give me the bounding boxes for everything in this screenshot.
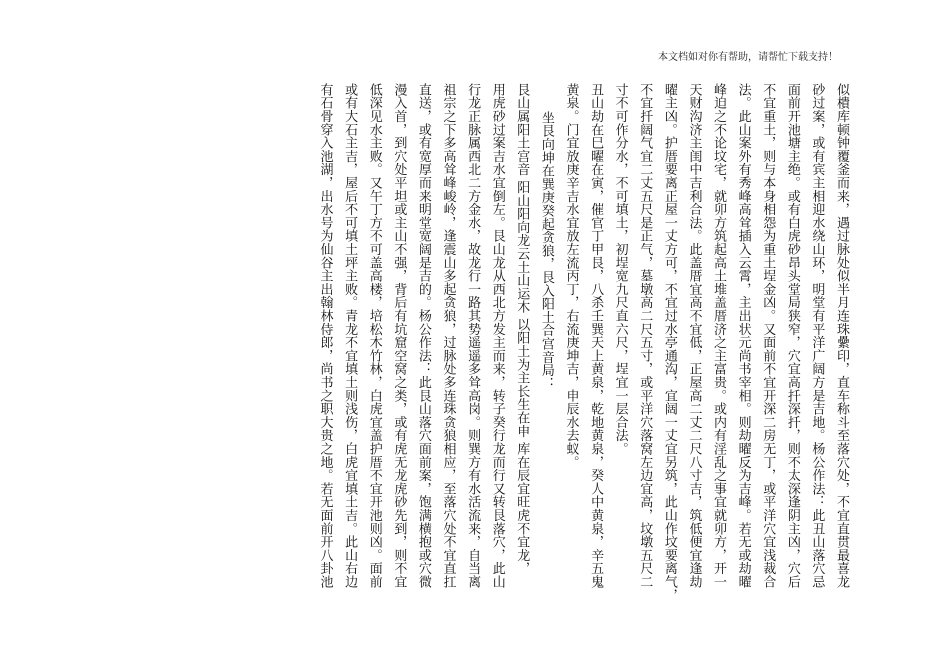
text-column: 面前开池塘主绝。或有白虎砂昂头堂局狭窄，穴宜高扦深扦，则不太深逢阴主凶，穴后 xyxy=(784,83,800,589)
text-column: 不宜扦阔气宜二丈五尺是正气，墓墩高二尺五寸，或平洋穴落窝左边宜高，坟墩五尺二 xyxy=(637,83,653,589)
text-column: 丑山劫在巳曜在寅，催官丁甲艮，八杀壬巽天上黄泉，乾地黄泉，癸人中黄泉，辛五鬼 xyxy=(588,83,604,589)
download-notice: 本文档如对你有帮助，请帮忙下载支持！ xyxy=(658,52,838,63)
text-column: 行龙正脉属西北二方金水，故龙行一路其势遥遥多耸高岗。则巽方有水活流来，自当离 xyxy=(465,83,481,589)
text-column: 寸不可作分水，不可填土，初埕宽九尺直六尺，埕宜一层合法。 xyxy=(612,83,628,456)
text-column: 法。此山案外有秀峰高耸插入云霄，主出状元尚书宰相。则劫曜反为吉峰。若无或劫曜 xyxy=(735,83,751,589)
text-column: 曜主凶。护厝要离正屋一丈方可，不宜过水亭通沟，宜阔一丈宜另筑，此山作坟要离气， xyxy=(661,83,677,602)
vertical-document-text xyxy=(93,83,853,643)
text-column: 砂过案，或有宾主相迎水绕山环，明堂有平洋广阔方是吉地。杨公作法：此丑山落穴忌 xyxy=(809,83,825,589)
text-column: 天财沟济主闺中吉利合法。此盖厝宜高不宜低，正屋高二丈二尺八寸吉，筑低便宜逢劫 xyxy=(686,83,702,589)
text-column: 低深见水主败。又午丁方不可盖高楼，培松木竹林，白虎宜盖护厝不宜开池则凶。面前 xyxy=(366,83,382,589)
text-column: 直送，或有宽厚而来明堂宽阔是吉的。杨公作法：此艮山落穴面前案，饱满横抱或穴微 xyxy=(415,83,431,589)
text-column: 艮山属阳土宫音 阳山阳向龙云土山运木 以阳土为主长生在申 库在辰宜旺虎不宜龙， xyxy=(514,83,530,576)
text-column: 坐艮向坤在巽庚癸起贪狼，艮入阳土合宫音局： xyxy=(538,111,554,391)
text-column: 或有大石主吉，屋后不可填土坪主败。青龙不宜填土则浅伤，白虎宜填土吉。此山右边 xyxy=(342,83,358,589)
text-column: 黄泉。门宜放庚辛吉水宜放左流丙丁，右流庚坤吉，申辰水去蚁。 xyxy=(563,83,579,469)
text-column: 有石骨穿入池湖，出水号为仙谷主出翰林侍郎，尚书之职大贵之地。若无面前开八卦池 xyxy=(317,83,333,589)
text-column: 似樻库顿钟覆釜而来，遇过脉处似半月连珠纍印，直车称斗至落穴处，不宜直贯最喜龙 xyxy=(834,83,849,589)
text-column: 峰迫之不论坟宅，就卯方筑起高土堆盖厝济之主富贵。或内有淫乱之事宜就卯方，开一 xyxy=(711,83,727,589)
text-column: 用虎砂过案吉水宜倒左。艮山龙从西北方发主而来，转子癸行龙而行又转艮落穴，此山 xyxy=(489,83,505,589)
text-column: 祖宗之下多高耸峰峻岭，逢震山多起贪狼，过脉处多连珠贪狼相应，至落穴处不宜直扛 xyxy=(440,83,456,589)
text-column: 漫入首，到穴处平坦或主山不强，背后有坑窟空窝之类，或有虎无龙虎砂先到，则不宜 xyxy=(391,83,407,589)
text-column: 不宜重土，则与本身相怨为重土埕金凶。又面前不宜开深二房无丁，或平洋穴宜浅裁合 xyxy=(760,83,776,589)
